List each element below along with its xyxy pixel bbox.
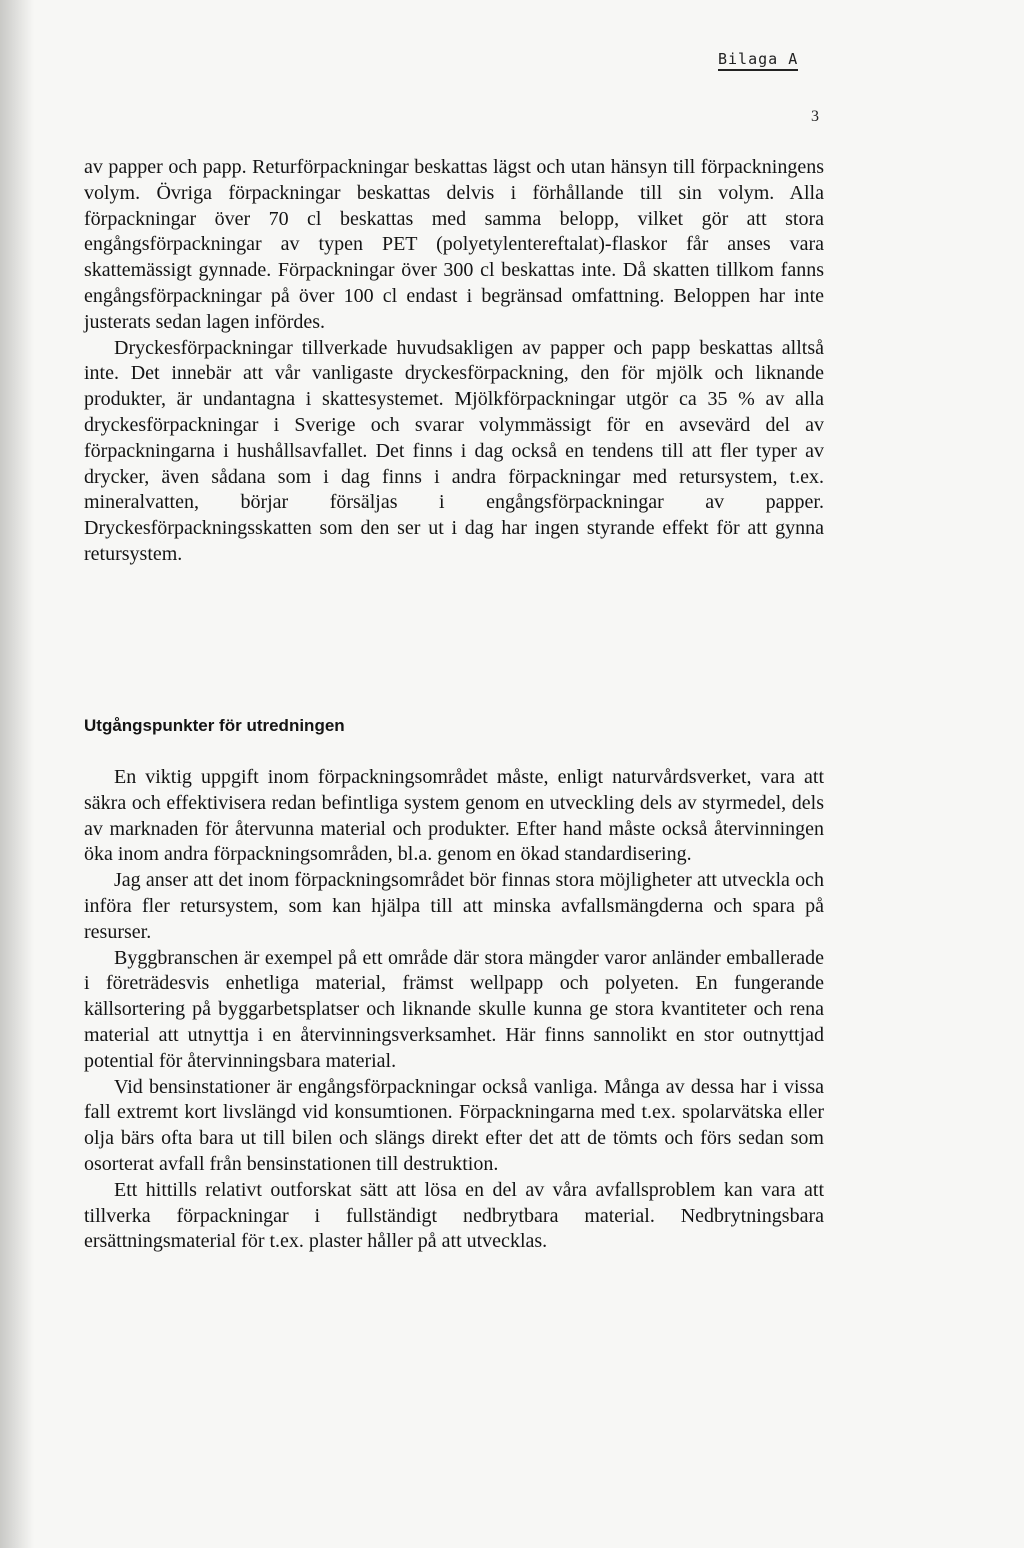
scan-edge-shadow xyxy=(0,0,34,1548)
paragraph: Dryckesförpackningar tillverkade huvudsakligen av papper och papp beskattas alltså inte. Det innebär att vår vanligaste dryckesförpackning, den för mjölk och liknande produkter, är undantagna i skattesystemet. Mjölkförpackningar utgör ca 35 % av alla dryckesförpackningar i Sverige och svarar volymmässigt för en avsevärd del av förpackningarna i hushållsavfallet. Det finns i dag också en tendens till att fler typer av drycker, även sådana som i dag finns i andra förpackningar med retursystem, t.ex. mineralvatten, börjar försäljas i engångsförpackningar av papper. Dryckesförpackningsskatten som den ser ut i dag har ingen styrande effekt för att gynna retursystem. xyxy=(84,336,824,565)
paragraph: Ett hittills relativt outforskat sätt att lösa en del av våra avfallsproblem kan vara att tillverka förpackningar i fullständigt nedbrytbara material. Nedbrytningsbara ersättningsmaterial för t.ex. plaster håller på att utvecklas. xyxy=(84,1178,824,1253)
paragraph: Jag anser att det inom förpackningsområdet bör finnas stora möjligheter att utveckla och införa fler retursystem, som kan hjälpa till att minska avfallsmängderna och spara på resurser. xyxy=(84,869,824,943)
paragraph: En viktig uppgift inom förpackningsområdet måste, enligt naturvårdsverket, vara att säkra och effektivisera redan befintliga system genom en utveckling dels av styrmedel, dels av marknaden för återvunna material och produkter. Efter hand måste också återvinningen öka inom andra förpackningsområden, bl.a. genom en ökad standardisering. xyxy=(84,766,824,866)
section-heading: Utgångspunkter för utredningen xyxy=(84,716,345,735)
body-text-top xyxy=(84,155,824,568)
paragraph: av papper och papp. Returförpackningar beskattas lägst och utan hänsyn till förpackningens volym. Övriga förpackningar beskattas delvis i förhållande till sin volym. Alla förpackningar över 70 cl beskattas med samma belopp, vilket gör att stora engångsförpackningar av typen PET (polyetylentereftalat)-flaskor får anses vara skattemässigt gynnade. Förpackningar över 300 cl beskattas inte. Då skatten tillkom fanns engångsförpackningar på över 100 cl endast i begränsad omfattning. Beloppen har inte justerats sedan lagen infördes. xyxy=(84,156,824,333)
page-number: 3 xyxy=(811,108,819,125)
paragraph: Vid bensinstationer är engångsförpackningar också vanliga. Många av dessa har i vissa fall extremt kort livslängd vid konsumtionen. Förpackningarna med t.ex. spolarvätska eller olja bärs ofta bara ut till bilen och slängs direkt efter det att de tömts och förs sedan som osorterat avfall från bensinstationen till destruktion. xyxy=(84,1075,824,1175)
appendix-label: Bilaga A xyxy=(718,50,798,71)
paragraph: Byggbranschen är exempel på ett område där stora mängder varor anländer emballerade i företrädesvis enhetliga material, främst wellpapp och polyeten. En fungerande källsortering på byggarbetsplatser och liknande skulle kunna ge stora kvantiteter och rena material att utnyttja i en återvinningsverksamhet. Här finns sannolikt en stor outnyttjad potential för återvinningsbara material. xyxy=(84,946,824,1072)
body-text-bottom xyxy=(84,765,824,1255)
